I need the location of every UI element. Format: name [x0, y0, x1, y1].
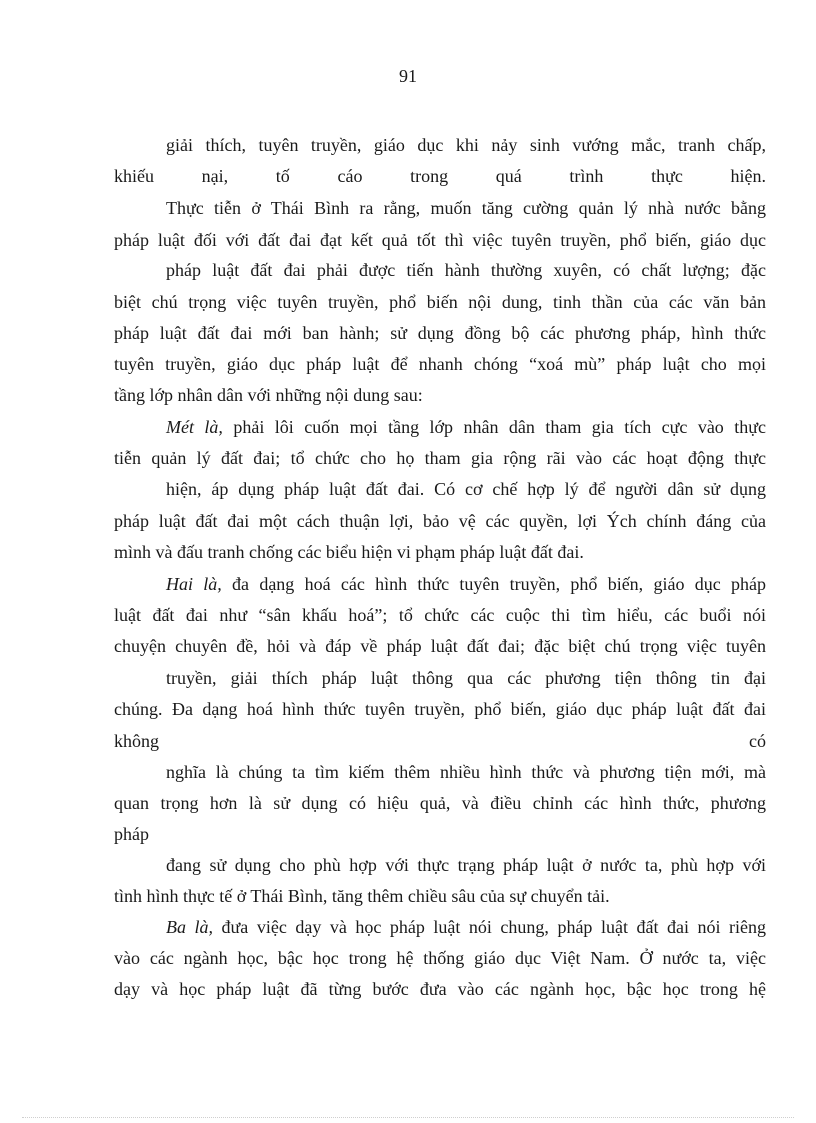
text-line: vào các ngành học, bậc học trong hệ thống giáo dục Việt Nam. Ở nước ta, việc — [114, 948, 766, 968]
text-line: đang sử dụng cho phù hợp với thực trạng pháp luật ở nước ta, phù hợp với — [166, 855, 766, 875]
text-line: pháp luật đất đai phải được tiến hành thường xuyên, có chất lượng; đặc — [166, 260, 766, 280]
text-line: Thực tiễn ở Thái Bình ra rằng, muốn tăng cường quản lý nhà nước bằng — [166, 198, 766, 218]
text-line: pháp — [114, 824, 149, 844]
text-line: truyền, giải thích pháp luật thông qua các phương tiện thông tin đại — [166, 668, 766, 688]
page-bottom-border — [22, 1117, 794, 1118]
text-line — [166, 572, 766, 596]
text-line: không có — [114, 731, 766, 751]
paragraph-lead: Mét là, — [166, 417, 223, 437]
paragraph-text: phải lôi cuốn mọi tầng lớp nhân dân tham gia tích cực vào thực — [222, 417, 766, 437]
text-line: tình hình thực tế ở Thái Bình, tăng thêm chiều sâu của sự chuyển tải. — [114, 886, 610, 906]
text-line — [166, 915, 766, 939]
paragraph-lead: Hai là, — [166, 574, 222, 594]
text-line: quan trọng hơn là sử dụng có hiệu quả, và điều chỉnh các hình thức, phương — [114, 793, 766, 813]
text-line: pháp luật đối với đất đai đạt kết quả tốt thì việc tuyên truyền, phổ biến, giáo dục — [114, 230, 766, 250]
text-line: luật đất đai như “sân khấu hoá”; tổ chức các cuộc thi tìm hiểu, các buổi nói — [114, 605, 766, 625]
paragraph-lead: Ba là, — [166, 917, 214, 937]
text-line: chúng. Đa dạng hoá hình thức tuyên truyền, phổ biến, giáo dục pháp luật đất đai — [114, 699, 766, 719]
page-number: 91 — [399, 66, 417, 86]
text-line: pháp luật đất đai mới ban hành; sử dụng đồng bộ các phương pháp, hình thức — [114, 323, 766, 343]
text-line: dạy và học pháp luật đã từng bước đưa vào các ngành học, bậc học trong hệ — [114, 979, 766, 999]
text-line: khiếu nại, tố cáo trong quá trình thực hiện. — [114, 166, 766, 186]
text-line: hiện, áp dụng pháp luật đất đai. Có cơ chế hợp lý để người dân sử dụng — [166, 479, 766, 499]
text-line: tiễn quản lý đất đai; tổ chức cho họ tham gia rộng rãi vào các hoạt động thực — [114, 448, 766, 468]
text-line: mình và đấu tranh chống các biểu hiện vi phạm pháp luật đất đai. — [114, 542, 584, 562]
paragraph-text: đưa việc dạy và học pháp luật nói chung, pháp luật đất đai nói riêng — [213, 917, 767, 937]
text-line: chuyện chuyên đề, hỏi và đáp về pháp luật đất đai; đặc biệt chú trọng việc tuyên — [114, 636, 766, 656]
text-line: tuyên truyền, giáo dục pháp luật để nhanh chóng “xoá mù” pháp luật cho mọi — [114, 354, 766, 374]
text-line: biệt chú trọng việc tuyên truyền, phổ biến nội dung, tinh thần của các văn bản — [114, 292, 766, 312]
text-line — [166, 415, 766, 439]
text-line: nghĩa là chúng ta tìm kiếm thêm nhiều hình thức và phương tiện mới, mà — [166, 762, 766, 782]
text-line: pháp luật đất đai một cách thuận lợi, bảo vệ các quyền, lợi Ých chính đáng của — [114, 511, 766, 531]
text-line: tầng lớp nhân dân với những nội dung sau: — [114, 385, 423, 405]
paragraph-text: đa dạng hoá các hình thức tuyên truyền, phổ biến, giáo dục pháp — [221, 574, 766, 594]
text-line: giải thích, tuyên truyền, giáo dục khi nảy sinh vướng mắc, tranh chấp, — [166, 135, 766, 155]
